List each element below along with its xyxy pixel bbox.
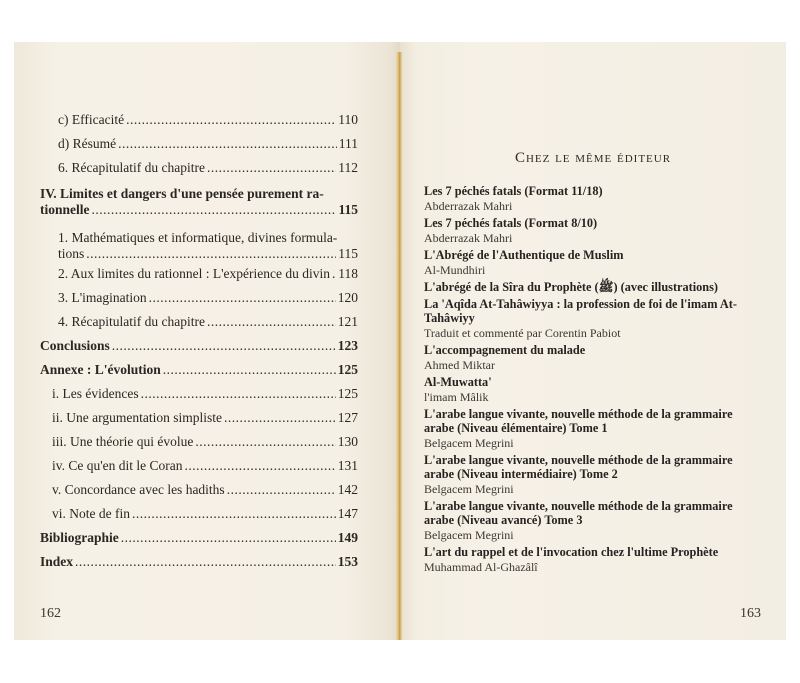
- book-author: Traduit et commenté par Corentin Pabiot: [424, 326, 621, 340]
- toc-entry: 6. Récapitulatif du chapitre ..... 112: [58, 160, 358, 176]
- book-author: Belgacem Megrini: [424, 528, 514, 542]
- list-item: [424, 297, 764, 340]
- book-title: Les 7 péchés fatals (Format 8/10): [424, 216, 598, 230]
- toc-entry: ii. Une argumentation simpliste ..... 127: [52, 410, 358, 426]
- book-author: l'imam Mâlik: [424, 390, 489, 404]
- toc-entry: iii. Une théorie qui évolue ..... 130: [52, 434, 358, 450]
- toc-entry-section: Index ..... 153: [40, 554, 358, 570]
- book-title: L'Abrégé de l'Authentique de Muslim: [424, 248, 624, 262]
- list-item: [424, 184, 764, 213]
- book-title: L'arabe langue vivante, nouvelle méthode de la grammaire arabe (Niveau intermédiaire) Tome 2: [424, 453, 733, 481]
- toc-entry: v. Concordance avec les hadiths ..... 142: [52, 482, 358, 498]
- book-author: Abderrazak Mahri: [424, 199, 513, 213]
- toc-entry: 1. Mathématiques et informatique, divines formula- tions ..... 115: [58, 230, 358, 262]
- toc-entry-section: Conclusions ..... 123: [40, 338, 358, 354]
- book-author: Abderrazak Mahri: [424, 231, 513, 245]
- toc-entry-section: IV. Limites et dangers d'une pensée purement ra- tionnelle ..... 115: [40, 186, 358, 218]
- book-title: La 'Aqîda At-Tahâwiyya : la profession de foi de l'imam At-Tahâwiyy: [424, 297, 737, 325]
- list-item: [424, 248, 764, 277]
- book-title: L'arabe langue vivante, nouvelle méthode de la grammaire arabe (Niveau élémentaire) Tome 1: [424, 407, 733, 435]
- book-author: Ahmed Miktar: [424, 358, 495, 372]
- toc-entry: i. Les évidences ..... 125: [52, 386, 358, 402]
- toc-entry: d) Résumé ..... 111: [58, 136, 358, 152]
- page-number-left: 162: [40, 606, 61, 621]
- book-author: Belgacem Megrini: [424, 482, 514, 496]
- book-title: L'abrégé de la Sîra du Prophète (ﷺ) (avec illustrations): [424, 280, 719, 294]
- book-author: Muhammad Al-Ghazâlî: [424, 560, 538, 574]
- list-item: [424, 216, 764, 245]
- book-author: Al-Mundhiri: [424, 263, 486, 277]
- book-spine: [396, 52, 402, 640]
- toc-entry: vi. Note de fin ..... 147: [52, 506, 358, 522]
- toc-entry: c) Efficacité ..... 110: [58, 112, 358, 128]
- list-item: [424, 453, 764, 496]
- book-author: Belgacem Megrini: [424, 436, 514, 450]
- toc-entry-section: Bibliographie ..... 149: [40, 530, 358, 546]
- toc-entry: 3. L'imagination ..... 120: [58, 290, 358, 306]
- list-item: [424, 545, 764, 574]
- list-item: [424, 343, 764, 372]
- book-title: L'arabe langue vivante, nouvelle méthode de la grammaire arabe (Niveau avancé) Tome 3: [424, 499, 733, 527]
- toc-entry: 2. Aux limites du rationnel : L'expérience du divin ..... 118: [58, 266, 358, 282]
- book-title: L'accompagnement du malade: [424, 343, 586, 357]
- list-item: [424, 499, 764, 542]
- page-number-right: 163: [740, 606, 761, 621]
- list-item: [424, 280, 764, 294]
- toc-entry-section: Annexe : L'évolution ..... 125: [40, 362, 358, 378]
- section-title: Chez le même éditeur: [514, 150, 672, 166]
- book-title: Al-Muwatta': [424, 375, 492, 389]
- book-list: [424, 184, 764, 577]
- book-title: L'art du rappel et de l'invocation chez l'ultime Prophète: [424, 545, 719, 559]
- list-item: [424, 375, 764, 404]
- list-item: [424, 407, 764, 450]
- toc-entry: 4. Récapitulatif du chapitre ..... 121: [58, 314, 358, 330]
- book-title: Les 7 péchés fatals (Format 11/18): [424, 184, 603, 198]
- toc-entry: iv. Ce qu'en dit le Coran ..... 131: [52, 458, 358, 474]
